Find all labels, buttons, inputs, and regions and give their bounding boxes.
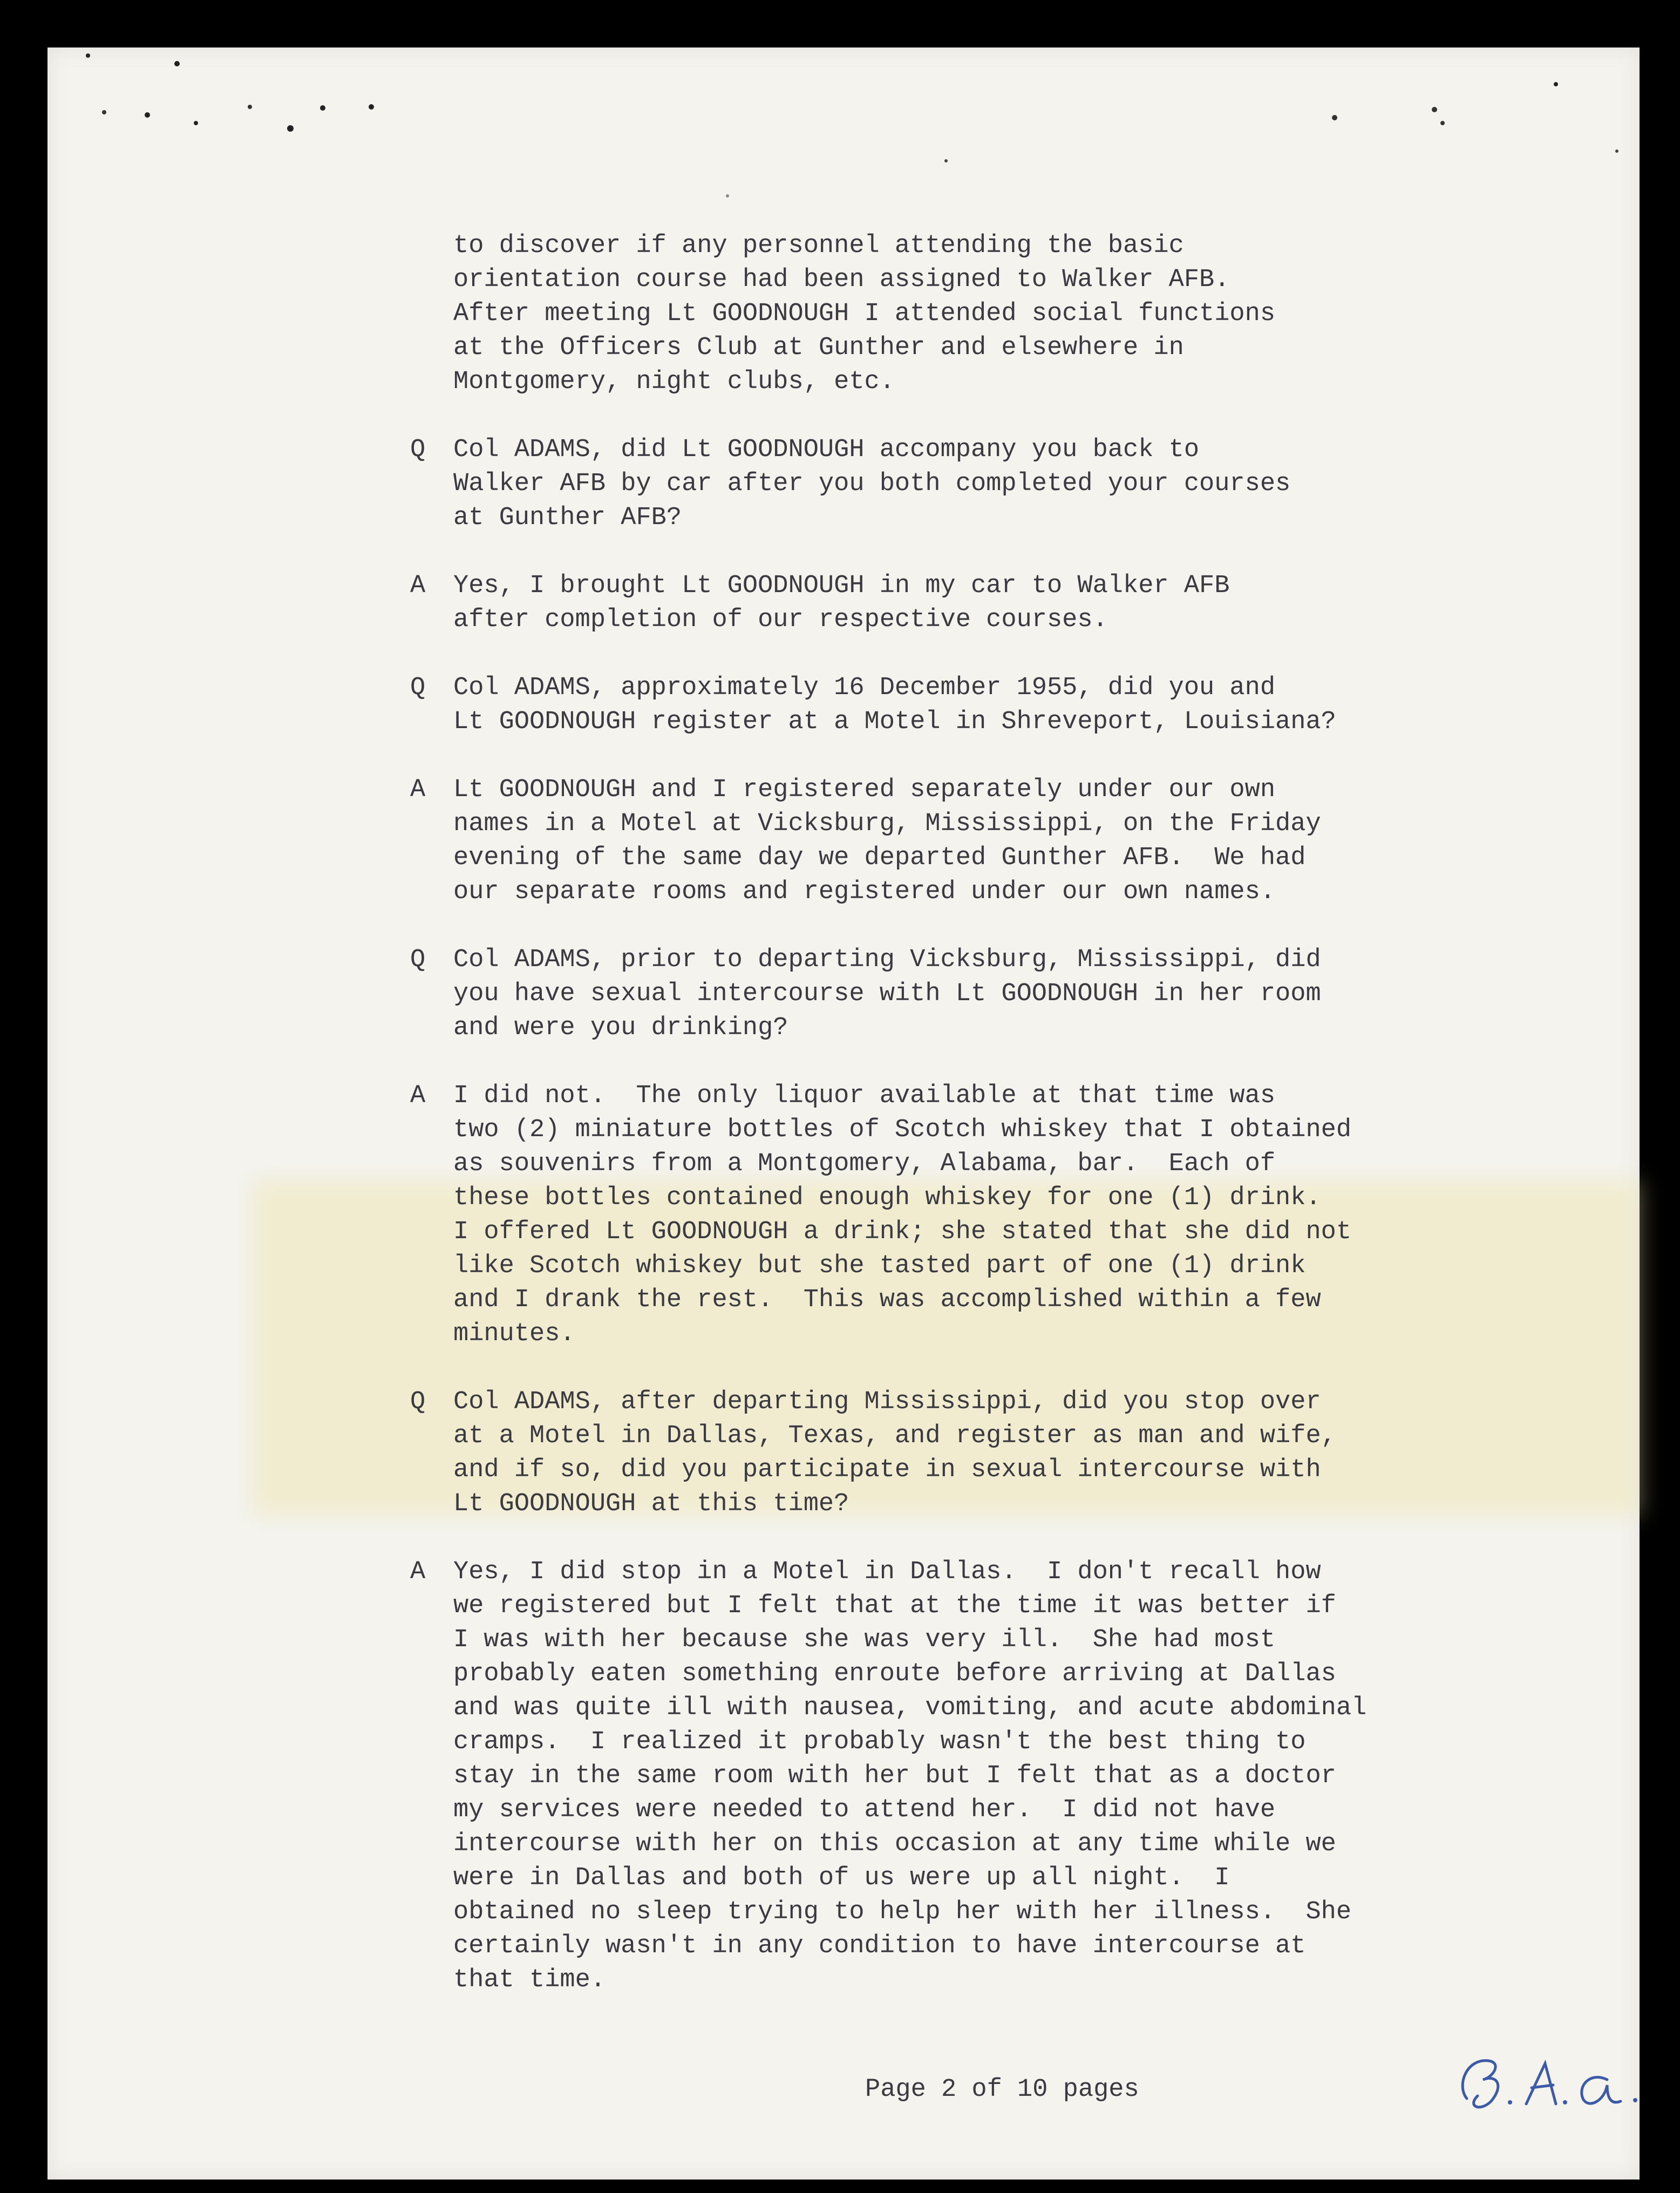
text-line: evening of the same day we departed Gunther AFB. We had	[453, 844, 1306, 872]
intro-paragraph	[410, 229, 1597, 399]
page-number: Page 2 of 10 pages	[865, 2075, 1139, 2104]
text-line: Lt GOODNOUGH register at a Motel in Shreveport, Louisiana?	[453, 708, 1336, 736]
handwritten-initials	[1445, 2042, 1661, 2117]
question-block	[410, 671, 1597, 739]
text-line: Col ADAMS, did Lt GOODNOUGH accompany you back to	[453, 436, 1200, 464]
text-line: after completion of our respective courses.	[453, 606, 1108, 634]
answer-block	[410, 569, 1597, 637]
text-line: to discover if any personnel attending the basic	[453, 232, 1184, 260]
answer-block	[410, 1079, 1597, 1351]
text-line: Walker AFB by car after you both completed your courses	[453, 470, 1291, 498]
question-marker: Q	[410, 436, 426, 464]
text-line: Col ADAMS, prior to departing Vicksburg, Mississippi, did	[453, 946, 1321, 974]
question-marker: Q	[410, 946, 426, 974]
text-line: orientation course had been assigned to Walker AFB.	[453, 266, 1230, 294]
question-marker: Q	[410, 1388, 426, 1416]
text-line: Lt GOODNOUGH and I registered separately under our own	[453, 776, 1276, 804]
text-line: After meeting Lt GOODNOUGH I attended social functions	[453, 300, 1276, 328]
text-line: at a Motel in Dallas, Texas, and register as man and wife,	[453, 1422, 1336, 1450]
text-line: two (2) miniature bottles of Scotch whiskey that I obtained	[453, 1116, 1352, 1144]
text-line: that time.	[453, 1966, 606, 1994]
question-block	[410, 943, 1597, 1045]
text-line: stay in the same room with her but I felt that as a doctor	[453, 1762, 1336, 1790]
text-line: at Gunther AFB?	[453, 504, 682, 532]
text-line: as souvenirs from a Montgomery, Alabama, bar. Each of	[453, 1150, 1276, 1178]
text-line: and if so, did you participate in sexual intercourse with	[453, 1456, 1321, 1484]
text-line: and was quite ill with nausea, vomiting, and acute abdominal	[453, 1694, 1367, 1722]
text-line: were in Dallas and both of us were up all night. I	[453, 1864, 1230, 1892]
text-line: you have sexual intercourse with Lt GOODNOUGH in her room	[453, 980, 1321, 1008]
text-line: intercourse with her on this occasion at any time while we	[453, 1830, 1336, 1858]
text-line: my services were needed to attend her. I did not have	[453, 1796, 1276, 1824]
document-page	[47, 47, 1640, 2180]
text-line: Yes, I did stop in a Motel in Dallas. I don't recall how	[453, 1558, 1321, 1586]
answer-block	[410, 1555, 1597, 1997]
answer-marker: A	[410, 776, 426, 804]
text-line: probably eaten something enroute before arriving at Dallas	[453, 1660, 1336, 1688]
document-body	[410, 229, 1597, 2031]
text-line: Yes, I brought Lt GOODNOUGH in my car to Walker AFB	[453, 572, 1230, 600]
text-line: Col ADAMS, approximately 16 December 1955, did you and	[453, 674, 1276, 702]
text-line: cramps. I realized it probably wasn't the best thing to	[453, 1728, 1306, 1756]
text-line: names in a Motel at Vicksburg, Mississippi, on the Friday	[453, 810, 1321, 838]
text-line: I was with her because she was very ill. She had most	[453, 1626, 1276, 1654]
text-line: I offered Lt GOODNOUGH a drink; she stated that she did not	[453, 1218, 1352, 1246]
text-line: Col ADAMS, after departing Mississippi, did you stop over	[453, 1388, 1321, 1416]
text-line: Lt GOODNOUGH at this time?	[453, 1490, 849, 1518]
text-line: and I drank the rest. This was accomplished within a few	[453, 1286, 1321, 1314]
text-line: our separate rooms and registered under our own names.	[453, 878, 1276, 906]
text-line: certainly wasn't in any condition to have intercourse at	[453, 1932, 1306, 1960]
text-line: obtained no sleep trying to help her with her illness. She	[453, 1898, 1352, 1926]
question-block	[410, 433, 1597, 535]
text-line: I did not. The only liquor available at that time was	[453, 1082, 1276, 1110]
text-line: these bottles contained enough whiskey for one (1) drink.	[453, 1184, 1321, 1212]
answer-block	[410, 773, 1597, 909]
question-block	[410, 1385, 1597, 1521]
text-line: at the Officers Club at Gunther and elsewhere in	[453, 334, 1184, 362]
text-line: like Scotch whiskey but she tasted part of one (1) drink	[453, 1252, 1306, 1280]
question-marker: Q	[410, 674, 426, 702]
text-line: minutes.	[453, 1320, 575, 1348]
text-line: Montgomery, night clubs, etc.	[453, 368, 895, 396]
text-line: and were you drinking?	[453, 1014, 788, 1042]
text-line: we registered but I felt that at the time it was better if	[453, 1592, 1336, 1620]
answer-marker: A	[410, 1558, 426, 1586]
answer-marker: A	[410, 572, 426, 600]
answer-marker: A	[410, 1082, 426, 1110]
